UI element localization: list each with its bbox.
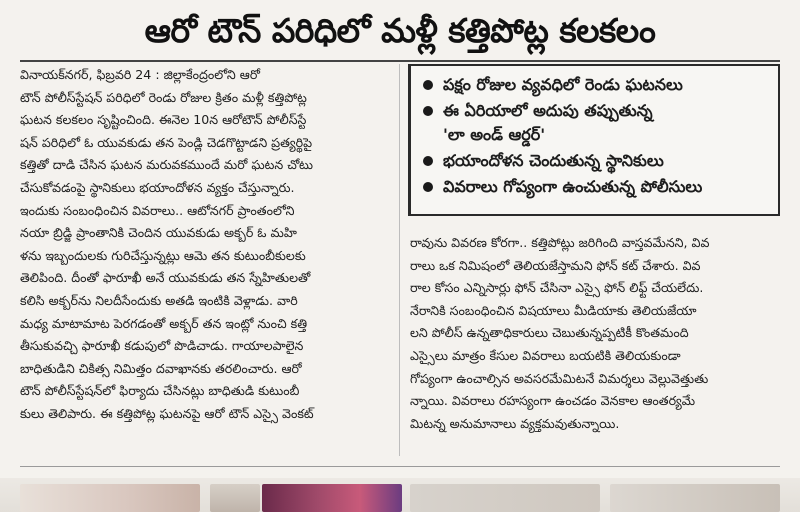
photo-strip: [0, 478, 800, 512]
highlight-text: వివరాలు గోప్యంగా ఉంచుతున్న పోలీసులు: [443, 177, 703, 196]
highlight-item: [423, 148, 770, 174]
headline: ఆరో టౌన్ పరిధిలో మళ్లీ కత్తిపోట్ల కలకలం: [144, 11, 656, 50]
article-line: తెలిపింది. దీంతో ఫారూఖీ అనే యువకుడు తన స్నేహితులతో: [20, 270, 311, 286]
article-line: లని పోలీస్ ఉన్నతాధికారులు చెబుతున్నప్పటికీ కొంతమంది: [410, 325, 689, 341]
headline-rule: [20, 60, 780, 62]
highlights-box: [408, 64, 780, 216]
article-line: టౌన్ పోలీస్‌స్టేషన్‌లో ఫిర్యాదు చేసినట్లు బాధితుడి కుటుంబీ: [20, 383, 300, 399]
highlight-continuation: [423, 122, 770, 148]
bottom-rule: [20, 466, 780, 467]
article-line: బాధితుడిని చికిత్స నిమిత్తం దవాఖానకు తరలించారు. ఆరో: [20, 360, 302, 376]
bullet-icon: [423, 156, 433, 166]
article-left-column: [20, 64, 388, 458]
highlight-text: ఈ ఏరియాలో అదుపు తప్పుతున్న: [443, 101, 653, 120]
article-line: చేసుకోవడంపై స్థానికులు భయాందోళన వ్యక్తం చేస్తున్నారు.: [20, 179, 295, 195]
photo: [262, 484, 402, 512]
bullet-icon: [423, 182, 433, 192]
article-line: నయా బ్రిడ్జి ప్రాంతానికి చెందిన యువకుడు అక్బర్ ఓ మహి: [20, 225, 297, 241]
article-line: కలిసి అక్బర్‌ను నిలదీసేందుకు అతడి ఇంటికి వెళ్లాడు. వారి: [20, 292, 298, 308]
article-line: గోప్యంగా ఉంచాల్సిన అవసరమేమిటనే విమర్శలు వెల్లువెత్తుతు: [410, 370, 709, 386]
article-line: ఇందుకు సంబంధించిన వివరాలు.. ఆటోనగర్ ప్రాంతంలోని: [20, 202, 295, 218]
photo: [610, 484, 780, 512]
article-line: వినాయక్‌నగర్, ఫిబ్రవరి 24 : జిల్లాకేంద్రంలోని ఆరో: [20, 67, 260, 82]
bullet-icon: [423, 106, 433, 116]
article-line: మిటన్న అనుమానాలు వ్యక్తమవుతున్నాయి.: [410, 415, 620, 431]
article-line: టౌన్ పోలీస్‌స్టేషన్ పరిధిలో రెండు రోజుల క్రితం మళ్లీ కత్తిపోట్ల: [20, 89, 307, 105]
article-line: నేరానికి సంబంధించిన విషయాలు మీడియాకు తెలియజేయా: [410, 302, 697, 318]
photo: [210, 484, 260, 512]
highlight-text: పక్షం రోజుల వ్యవధిలో రెండు ఘటనలు: [443, 75, 683, 94]
article-line: రాల కోసం ఎన్నిసార్లు ఫోన్ చేసినా ఎస్సై ఫోన్ లిఫ్ట్ చేయలేదు.: [410, 280, 704, 296]
article-line: తీసుకువచ్చి ఫారూఖీ కడుపులో పొడిచాడు. గాయాలపాలైన: [20, 338, 304, 354]
highlight-item: [423, 72, 770, 98]
article-right-column: [410, 232, 780, 462]
article-line: మధ్య మాటామాట పెరగడంతో అక్బర్ తన ఇంట్లో నుంచి కత్తి: [20, 315, 308, 331]
article-line: న్నాయి. వివరాలు రహస్యంగా ఉంచడం వెనకాల ఆంతర్యమే: [410, 393, 696, 409]
article-line: రాలు ఒక నిమిషంలో తెలియజేస్తామని ఫోన్ కట్ చేశారు. వివ: [410, 257, 701, 273]
bullet-icon: [423, 80, 433, 90]
article-line: రావును వివరణ కోరగా.. కత్తిపోట్లు జరిగింది వాస్తవమేనని, వివ: [410, 235, 710, 250]
article-line: ఘటన కలకలం సృష్టించింది. ఈనెల 10న ఆరోటౌన్ పోలీస్‌స్టే: [20, 112, 307, 128]
column-divider: [399, 64, 400, 456]
article-line: ఎస్సైలు మాత్రం కేసుల వివరాలు బయటికి తెలియకుండా: [410, 347, 681, 363]
highlight-text: భయాందోళన చెందుతున్న స్థానికులు: [443, 151, 664, 170]
photo: [410, 484, 600, 512]
highlight-item: [423, 174, 770, 200]
article-line: షన్ పరిధిలో ఓ యువకుడు తన పెండ్లి చెడగొట్టాడని ప్రత్యర్థిపై: [20, 134, 313, 150]
highlight-item: [423, 98, 770, 124]
photo: [20, 484, 200, 512]
article-line: కత్తితో దాడి చేసిన ఘటన మరువకముందే మరో ఘటన చోటు: [20, 157, 314, 173]
article-line: కులు తెలిపారు. ఈ కత్తిపోట్ల ఘటనపై ఆరో టౌన్ ఎస్సై వెంకట్: [20, 405, 314, 421]
article-line: ళను ఇబ్బందులకు గురిచేస్తున్నట్లు ఆమె తన కుటుంబీకులకు: [20, 247, 306, 263]
highlight-text: 'లా అండ్ ఆర్డర్': [443, 125, 546, 144]
